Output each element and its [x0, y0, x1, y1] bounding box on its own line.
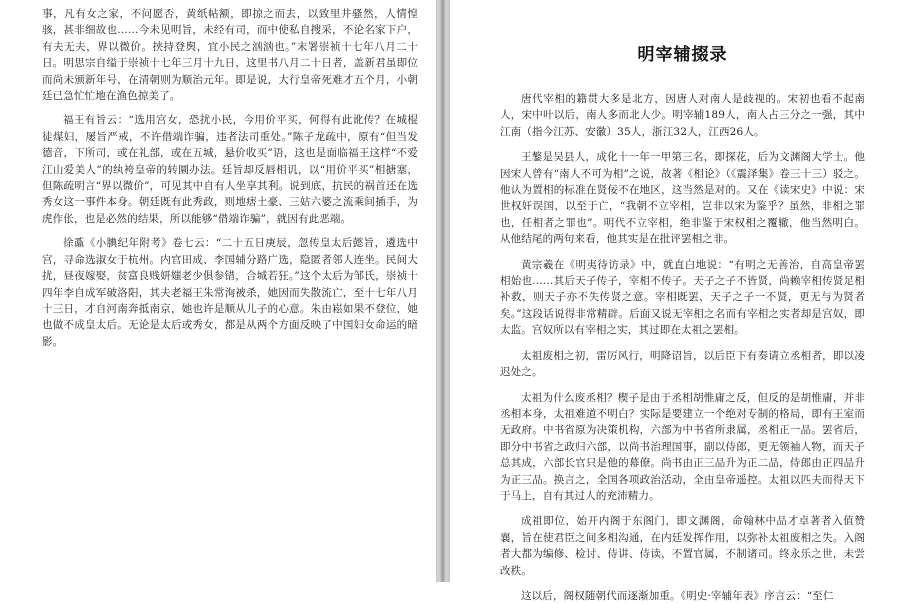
left-paragraph-2: 福王有旨云：“选用宫女，恐扰小民，今用价平买，何得有此讹传？在城棍徒煤妇，屡旨严戒，不许借端诈骗，违者法司重处。”陈子龙疏中，原有“但当发德音，下所司，或在礼部，或在五城，悬价收买”语，这也是面临福王这样“不爱江山爱美人”的纨袴皇帝的转圜办法。廷旨却反唇相讥，以“用价平买”相搪塞，但陈疏明言“界以微价”，可见其中自有人坐享其利。说到底，抗民的祸首还在选秀女这一事件本身。朝廷既有此秀政，则地痞土豪、三姑六婆之流乘间插手，为虎作伥，也是必然的结果，所以能够“借端诈骗”，就因有此恶端。	[42, 114, 418, 225]
right-paragraph-6: 成祖即位，始开内阁于东阁门，即文渊阁，命翰林中品才卓著者入值赞襄，旨在使君臣之间多相沟通，在内廷发挥作用，以弥补太祖废相之失。入阁者大都为编修、检讨、侍讲、侍读，不置官属，不制诸司。终永乐之世，未尝改秩。	[500, 515, 865, 577]
right-paragraph-2: 王鏊是吴县人，成化十一年一甲第三名，即探花，后为文渊阁大学士。他因宋人曾有“南人不可为相”之说，故著《相论》（《震泽集》卷三十三）驳之。他认为置相的标准在贤佞不在地区，这当然是对的。又在《读宋史》中说：宋世权奸误国，以至于亡，“我朝不立宰相，岂非以宋为鉴乎？虽然，非相之罪也，任相者之罪也”。明代不立宰相，绝非鉴于宋权相之覆辙，他当然明白。从他结尾的两句来看，他其实是在批评罢相之非。	[500, 151, 865, 246]
right-paragraph-5: 太祖为什么废丞相？楔子是由于丞相胡惟庸之反，但反的是胡惟庸，并非丞相本身，太祖难道不明白？实际是要建立一个绝对专制的格局，即有王室而无政府。中书省原为决策机构，六部为中书省所隶属，丞相正一品。罢省后，即分中书省之政归六部，以尚书治理国事，副以侍郎，更无领袖人物，而天子总其成，六部长官只是他的幕僚。尚书由正三品升为正二品，侍郎由正四品升为正三品。换言之，全国各项政治活动，全由皇帝遥控。太祖以匹夫而得天下于马上，自有其过人的充沛精力。	[500, 391, 865, 502]
left-page[interactable]	[0, 0, 436, 582]
right-paragraph-1: 唐代宰相的籍贯大多是北方，因唐人对南人是歧视的。宋初也看不起南人，宋中叶以后，南人多而北人少。明宰辅189人，南人占三分之一强，其中江南（指今江苏、安徽）35人，浙江32人，江西26人。	[500, 93, 865, 138]
right-paragraph-7: 这以后，阁权随朝代而逐渐加重。《明史·宰辅年表》序言云：“至仁	[521, 589, 834, 602]
right-page[interactable]	[450, 0, 899, 602]
right-paragraph-4: 太祖废相之初，雷厉风行，明降诏旨，以后臣下有奏请立丞相者，即以凌迟处之。	[500, 349, 865, 379]
left-paragraph-3: 徐鼒《小腆纪年附考》卷七云：“二十五日庚辰，忽传皇太后懿旨，遴选中宫，寻命选淑女于杭州。内官田成、李国辅分路广选，隐匿者邻人连坐。民间大扰，昼夜嫁娶，贫富良贱妍媸老少俱参错，合城若狂。”这个太后为邹氏，崇祯十四年李自成军破洛阳，其夫老福王朱常洵被杀，她因而失散流亡，至十七年八月十三日，才自河南奔抵南京，她也许是顺从儿子的心意。朱由崧如果不登位，她也做不成皇太后。无论是太后或秀女，都是从两个方面反映了中国妇女命运的暗影。	[42, 237, 418, 348]
right-paragraph-3: 黄宗羲在《明夷待访录》中，就直白地说：“有明之无善治，自高皇帝罢相始也……其后天子传子，宰相不传子。天子之子不皆贤，尚赖宰相传贤足相补救，则天子亦不失传贤之意。宰相既罢，天子之子一不贤，更无与为贤者矣。”这段话说得非常精辟。后面又说无宰相之名而有宰相之实者却是宫奴，即太监。宫奴所以有宰相之实，其过即在太祖之罢相。	[500, 258, 865, 337]
page-divider[interactable]	[436, 0, 450, 582]
left-paragraph-1: 事，凡有女之家，不问愿否，黄纸帖额，即掠之而去，以致里井骚然，人情惶骇，甚非细故也……今未见明旨，未经有司，而中使私自搜采，不论名家下户，有夫无夫，界以微价。挟持登舆，宜小民之汹汹也。”末署崇祯十七年八月二十日。明思宗自缢于崇祯十七年三月十九日，这里书八月二十日者，盖新君虽即位而尚未颁新年号，在清朝则为顺治元年。即是说，大行皇帝死难才五个月，小朝廷已急忙忙地在渔色掠美了。	[42, 8, 418, 103]
chapter-title: 明宰辅掇录	[637, 45, 728, 65]
